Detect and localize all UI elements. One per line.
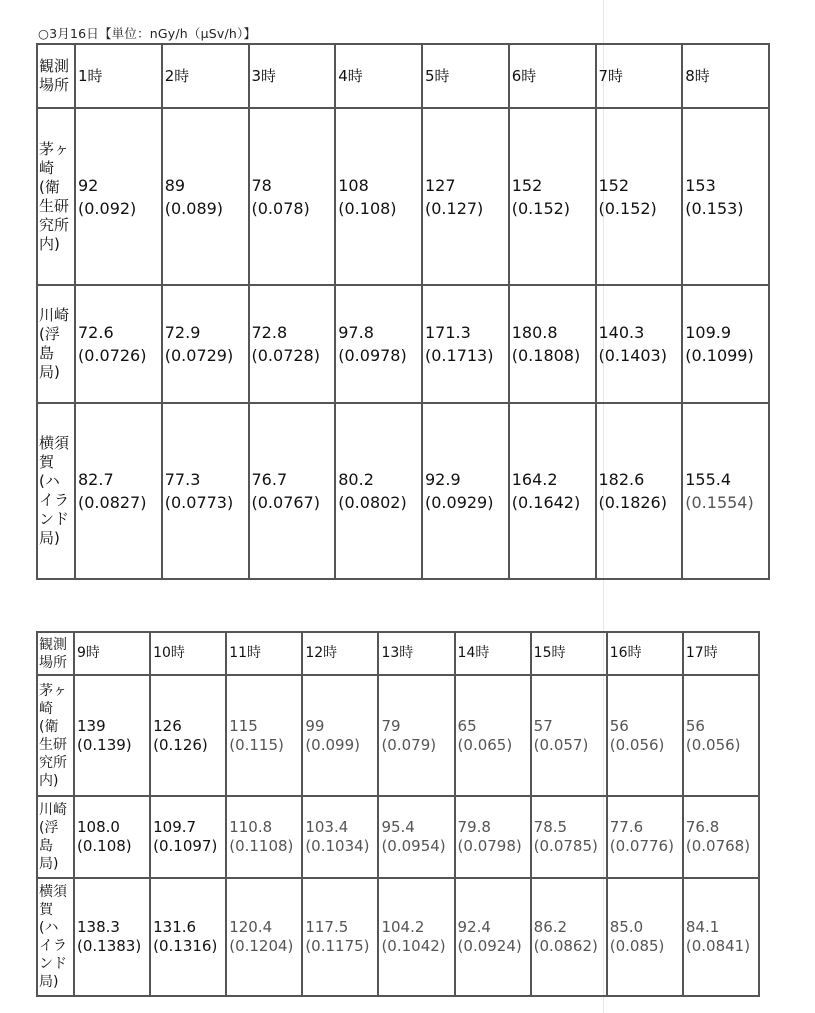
- value-cell: [226, 878, 302, 996]
- usv-value: (0.056): [685, 735, 741, 754]
- usv-value: (0.0767): [251, 493, 320, 512]
- usv-value: (0.1383): [77, 937, 142, 955]
- location-cell: 横須賀(ハイランド局): [37, 878, 74, 996]
- page-caption: ○3月16日【単位：nGy/h（μSv/h）】: [38, 26, 257, 41]
- header-hour: 11時: [226, 632, 302, 675]
- header-hour: 8時: [682, 44, 769, 108]
- value-cell: [226, 675, 302, 796]
- value-cell: [607, 878, 683, 996]
- usv-value: (0.0862): [533, 937, 598, 955]
- ngy-value: 79.8: [457, 818, 491, 836]
- ngy-value: 92: [78, 175, 99, 195]
- ngy-value: 153: [685, 175, 716, 195]
- usv-value: (0.1826): [598, 493, 667, 512]
- value-cell: [422, 403, 509, 579]
- ngy-value: 164.2: [511, 470, 558, 489]
- table-header-row: [37, 44, 769, 108]
- usv-value: (0.115): [229, 735, 284, 754]
- ngy-value: 85.0: [609, 918, 644, 936]
- table-row: [37, 285, 769, 403]
- usv-value: (0.0924): [457, 937, 522, 955]
- value-cell: [226, 796, 302, 878]
- usv-value: (0.0773): [164, 493, 234, 512]
- header-location: 観測場所: [37, 632, 74, 675]
- ngy-value: 56: [685, 716, 705, 735]
- usv-value: (0.1554): [685, 493, 754, 512]
- usv-value: (0.1108): [229, 837, 294, 855]
- value-cell: [302, 675, 378, 796]
- value-cell: [162, 403, 249, 579]
- usv-value: (0.0954): [381, 837, 446, 855]
- ngy-value: 97.8: [338, 323, 374, 342]
- radiation-table-1: [36, 43, 770, 580]
- ngy-value: 72.8: [251, 323, 288, 342]
- ngy-value: 78: [251, 175, 272, 195]
- header-hour: 3時: [249, 44, 336, 108]
- usv-value: (0.1713): [425, 346, 494, 365]
- usv-value: (0.126): [153, 735, 208, 754]
- value-cell: [682, 403, 769, 579]
- value-cell: [335, 285, 422, 403]
- ngy-value: 56: [609, 716, 629, 735]
- usv-value: (0.108): [77, 837, 132, 855]
- radiation-table-2: [36, 631, 760, 997]
- ngy-value: 152: [511, 175, 543, 195]
- value-cell: [683, 675, 759, 796]
- usv-value: (0.1175): [305, 937, 370, 955]
- value-cell: [596, 108, 683, 285]
- ngy-value: 77.6: [609, 818, 644, 836]
- ngy-value: 82.7: [78, 470, 114, 489]
- usv-value: (0.1403): [598, 346, 667, 365]
- header-hour: 16時: [607, 632, 683, 675]
- value-cell: [422, 285, 509, 403]
- location-cell: 茅ヶ崎(衛生研究所内): [37, 108, 75, 285]
- usv-value: (0.1097): [153, 837, 218, 855]
- usv-value: (0.099): [305, 735, 360, 754]
- header-hour: 14時: [455, 632, 531, 675]
- ngy-value: 103.4: [305, 818, 349, 836]
- usv-value: (0.1099): [685, 346, 754, 365]
- header-hour: 17時: [683, 632, 759, 675]
- ngy-value: 140.3: [598, 323, 645, 342]
- header-hour: 15時: [531, 632, 607, 675]
- value-cell: [249, 108, 336, 285]
- ngy-value: 182.6: [598, 470, 645, 489]
- location-cell: 川崎(浮島局): [37, 285, 75, 403]
- ngy-value: 180.8: [511, 323, 558, 342]
- ngy-value: 95.4: [381, 818, 415, 836]
- header-hour: 9時: [74, 632, 150, 675]
- ngy-value: 171.3: [425, 323, 471, 342]
- value-cell: [531, 796, 607, 878]
- value-cell: [596, 403, 683, 579]
- value-cell: [74, 675, 150, 796]
- ngy-value: 139: [77, 716, 106, 735]
- ngy-value: 72.6: [78, 323, 114, 342]
- usv-value: (0.1808): [511, 346, 581, 365]
- ngy-value: 65: [457, 716, 477, 735]
- table-row: [37, 403, 769, 579]
- location-cell: 茅ヶ崎(衛生研究所内): [37, 675, 74, 796]
- usv-value: (0.0776): [609, 837, 674, 855]
- ngy-value: 76.8: [685, 818, 720, 836]
- value-cell: [150, 796, 226, 878]
- value-cell: [455, 796, 531, 878]
- value-cell: [422, 108, 509, 285]
- value-cell: [607, 675, 683, 796]
- value-cell: [335, 108, 422, 285]
- value-cell: [249, 285, 336, 403]
- usv-value: (0.152): [511, 198, 571, 218]
- value-cell: [531, 675, 607, 796]
- ngy-value: 76.7: [251, 470, 288, 489]
- ngy-value: 84.1: [685, 918, 720, 936]
- ngy-value: 117.5: [305, 918, 349, 936]
- usv-value: (0.153): [685, 198, 744, 218]
- value-cell: [75, 108, 162, 285]
- value-cell: [509, 285, 596, 403]
- value-cell: [683, 878, 759, 996]
- ngy-value: 131.6: [153, 918, 197, 936]
- table-row: [37, 108, 769, 285]
- usv-value: (0.056): [609, 735, 665, 754]
- ngy-value: 109.7: [153, 818, 197, 836]
- ngy-value: 115: [229, 716, 258, 735]
- ngy-value: 77.3: [164, 470, 201, 489]
- ngy-value: 110.8: [229, 818, 273, 836]
- ngy-value: 89: [164, 175, 186, 195]
- usv-value: (0.0978): [338, 346, 407, 365]
- usv-value: (0.0726): [78, 346, 147, 365]
- header-location: 観測場所: [37, 44, 75, 108]
- ngy-value: 126: [153, 716, 182, 735]
- ngy-value: 108.0: [77, 818, 120, 836]
- ngy-value: 155.4: [685, 470, 732, 489]
- value-cell: [378, 878, 454, 996]
- usv-value: (0.139): [77, 735, 132, 754]
- value-cell: [683, 796, 759, 878]
- value-cell: [607, 796, 683, 878]
- value-cell: [455, 878, 531, 996]
- usv-value: (0.1034): [305, 837, 370, 855]
- usv-value: (0.065): [457, 735, 513, 754]
- header-hour: 2時: [162, 44, 249, 108]
- ngy-value: 104.2: [381, 918, 425, 936]
- usv-value: (0.0841): [685, 937, 751, 955]
- ngy-value: 138.3: [77, 918, 120, 936]
- header-hour: 13時: [378, 632, 454, 675]
- value-cell: [378, 675, 454, 796]
- value-cell: [302, 796, 378, 878]
- value-cell: [162, 108, 249, 285]
- table-row: [37, 675, 759, 796]
- ngy-value: 92.4: [457, 918, 491, 936]
- usv-value: (0.0802): [338, 493, 407, 512]
- value-cell: [75, 285, 162, 403]
- ngy-value: 127: [425, 175, 456, 195]
- usv-value: (0.108): [338, 198, 397, 218]
- header-hour: 6時: [509, 44, 596, 108]
- value-cell: [509, 108, 596, 285]
- ngy-value: 86.2: [533, 918, 568, 936]
- usv-value: (0.0785): [533, 837, 598, 855]
- header-hour: 7時: [596, 44, 683, 108]
- location-cell: 横須賀(ハイランド局): [37, 403, 75, 579]
- ngy-value: 109.9: [685, 323, 732, 342]
- ngy-value: 108: [338, 175, 369, 195]
- value-cell: [150, 878, 226, 996]
- header-hour: 5時: [422, 44, 509, 108]
- table-header-row: [37, 632, 759, 675]
- header-hour: 10時: [150, 632, 226, 675]
- usv-value: (0.1316): [153, 937, 218, 955]
- ngy-value: 72.9: [164, 323, 201, 342]
- value-cell: [249, 403, 336, 579]
- value-cell: [74, 796, 150, 878]
- usv-value: (0.152): [598, 198, 657, 218]
- value-cell: [682, 108, 769, 285]
- value-cell: [162, 285, 249, 403]
- ngy-value: 80.2: [338, 470, 374, 489]
- usv-value: (0.092): [78, 198, 137, 218]
- value-cell: [378, 796, 454, 878]
- value-cell: [75, 403, 162, 579]
- ngy-value: 79: [381, 716, 401, 735]
- location-cell: 川崎(浮島局): [37, 796, 74, 878]
- ngy-value: 152: [598, 175, 630, 195]
- usv-value: (0.0729): [164, 346, 234, 365]
- table-row: [37, 878, 759, 996]
- ngy-value: 57: [533, 716, 553, 735]
- ngy-value: 99: [305, 716, 325, 735]
- usv-value: (0.0768): [685, 837, 751, 855]
- usv-value: (0.057): [533, 735, 589, 754]
- value-cell: [455, 675, 531, 796]
- usv-value: (0.1642): [511, 493, 581, 512]
- usv-value: (0.089): [164, 198, 224, 218]
- value-cell: [509, 403, 596, 579]
- value-cell: [531, 878, 607, 996]
- usv-value: (0.085): [609, 937, 665, 955]
- value-cell: [74, 878, 150, 996]
- usv-value: (0.1042): [381, 937, 446, 955]
- usv-value: (0.1204): [229, 937, 294, 955]
- value-cell: [682, 285, 769, 403]
- ngy-value: 92.9: [425, 470, 461, 489]
- value-cell: [335, 403, 422, 579]
- value-cell: [302, 878, 378, 996]
- header-hour: 12時: [302, 632, 378, 675]
- value-cell: [596, 285, 683, 403]
- usv-value: (0.0798): [457, 837, 522, 855]
- table-row: [37, 796, 759, 878]
- usv-value: (0.079): [381, 735, 437, 754]
- usv-value: (0.0728): [251, 346, 320, 365]
- usv-value: (0.078): [251, 198, 310, 218]
- ngy-value: 78.5: [533, 818, 568, 836]
- usv-value: (0.0929): [425, 493, 494, 512]
- value-cell: [150, 675, 226, 796]
- header-hour: 4時: [335, 44, 422, 108]
- usv-value: (0.0827): [78, 493, 147, 512]
- ngy-value: 120.4: [229, 918, 273, 936]
- usv-value: (0.127): [425, 198, 484, 218]
- header-hour: 1時: [75, 44, 162, 108]
